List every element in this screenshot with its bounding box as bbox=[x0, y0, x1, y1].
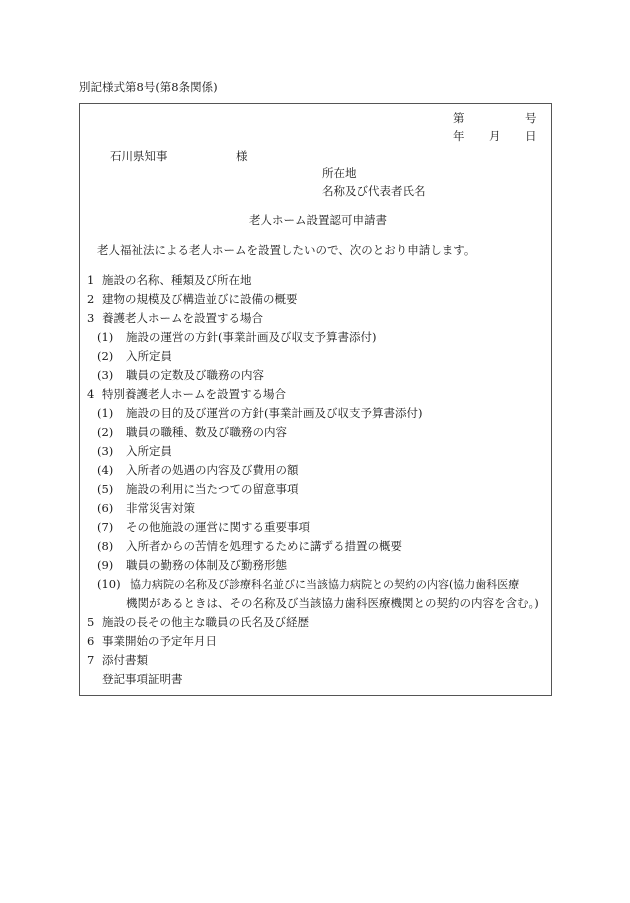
item-text: 特別養護老人ホームを設置する場合 bbox=[102, 387, 286, 401]
item-number: 6 bbox=[87, 634, 95, 648]
form-number-label: 別記様式第8号(第8条関係) bbox=[79, 80, 218, 94]
date-nen: 年 bbox=[453, 129, 465, 143]
item-number: 7 bbox=[87, 653, 95, 667]
applicant-name-label: 名称及び代表者氏名 bbox=[322, 184, 426, 198]
applicant-address-label: 所在地 bbox=[322, 166, 357, 180]
subitem-text: 入所定員 bbox=[126, 349, 172, 363]
subitem-text: 職員の定数及び職務の内容 bbox=[126, 368, 264, 382]
date-tsuki: 月 bbox=[489, 129, 501, 143]
subitem-number: (7) bbox=[97, 520, 114, 534]
item-text: 建物の規模及び構造並びに設備の概要 bbox=[102, 292, 298, 306]
subitem-number: (8) bbox=[97, 539, 114, 553]
ref-go: 号 bbox=[525, 111, 537, 125]
intro-text: 老人福祉法による老人ホームを設置したいので、次のとおり申請します。 bbox=[97, 243, 476, 257]
item-text: 施設の名称、種類及び所在地 bbox=[102, 273, 252, 287]
subitem-number: (1) bbox=[97, 406, 114, 420]
ref-dai: 第 bbox=[453, 111, 465, 125]
subitem-text: 入所定員 bbox=[126, 444, 172, 458]
item-text: 事業開始の予定年月日 bbox=[102, 634, 217, 648]
item-number: 2 bbox=[87, 292, 95, 306]
subitem-number: (2) bbox=[97, 349, 114, 363]
addressee-honorific: 様 bbox=[236, 149, 248, 163]
subitem-text: 職員の職種、数及び職務の内容 bbox=[126, 425, 287, 439]
item-number: 4 bbox=[87, 387, 95, 401]
subitem-number: (10) bbox=[97, 577, 121, 591]
subitem-text: 職員の勤務の体制及び勤務形態 bbox=[126, 558, 287, 572]
subitem-text: 入所者からの苦情を処理するために講ずる措置の概要 bbox=[126, 539, 402, 553]
subitem-text: 非常災害対策 bbox=[126, 501, 195, 515]
addressee-name: 石川県知事 bbox=[110, 149, 168, 163]
subitem-number: (3) bbox=[97, 444, 114, 458]
subitem-text: その他施設の運営に関する重要事項 bbox=[126, 520, 310, 534]
subitem-number: (6) bbox=[97, 501, 114, 515]
date-hi: 日 bbox=[525, 129, 537, 143]
subitem-text: 施設の目的及び運営の方針(事業計画及び収支予算書添付) bbox=[126, 406, 423, 420]
subitem-number: (3) bbox=[97, 368, 114, 382]
subitem-number: (2) bbox=[97, 425, 114, 439]
item-number: 1 bbox=[87, 273, 95, 287]
item-number: 5 bbox=[87, 615, 95, 629]
subitem-number: (5) bbox=[97, 482, 114, 496]
subitem-number: (1) bbox=[97, 330, 114, 344]
subitem-text: 施設の運営の方針(事業計画及び収支予算書添付) bbox=[126, 330, 377, 344]
item-number: 3 bbox=[87, 311, 95, 325]
subitem-text: 協力病院の名称及び診療科名並びに当該協力病院との契約の内容(協力歯科医療 bbox=[130, 578, 520, 591]
subitem-text: 入所者の処遇の内容及び費用の額 bbox=[126, 463, 299, 477]
subitem-text-continued: 機関があるときは、その名称及び当該協力歯科医療機関との契約の内容を含む。) bbox=[126, 596, 539, 610]
subitem-text: 施設の利用に当たつての留意事項 bbox=[126, 482, 299, 496]
document-title: 老人ホーム設置認可申請書 bbox=[249, 213, 387, 227]
subitem-number: (9) bbox=[97, 558, 114, 572]
item-text: 養護老人ホームを設置する場合 bbox=[102, 311, 263, 325]
item-text: 添付書類 bbox=[102, 653, 148, 667]
subitem-number: (4) bbox=[97, 463, 114, 477]
attachment-item: 登記事項証明書 bbox=[102, 672, 183, 686]
item-text: 施設の長その他主な職員の氏名及び経歴 bbox=[102, 615, 309, 629]
